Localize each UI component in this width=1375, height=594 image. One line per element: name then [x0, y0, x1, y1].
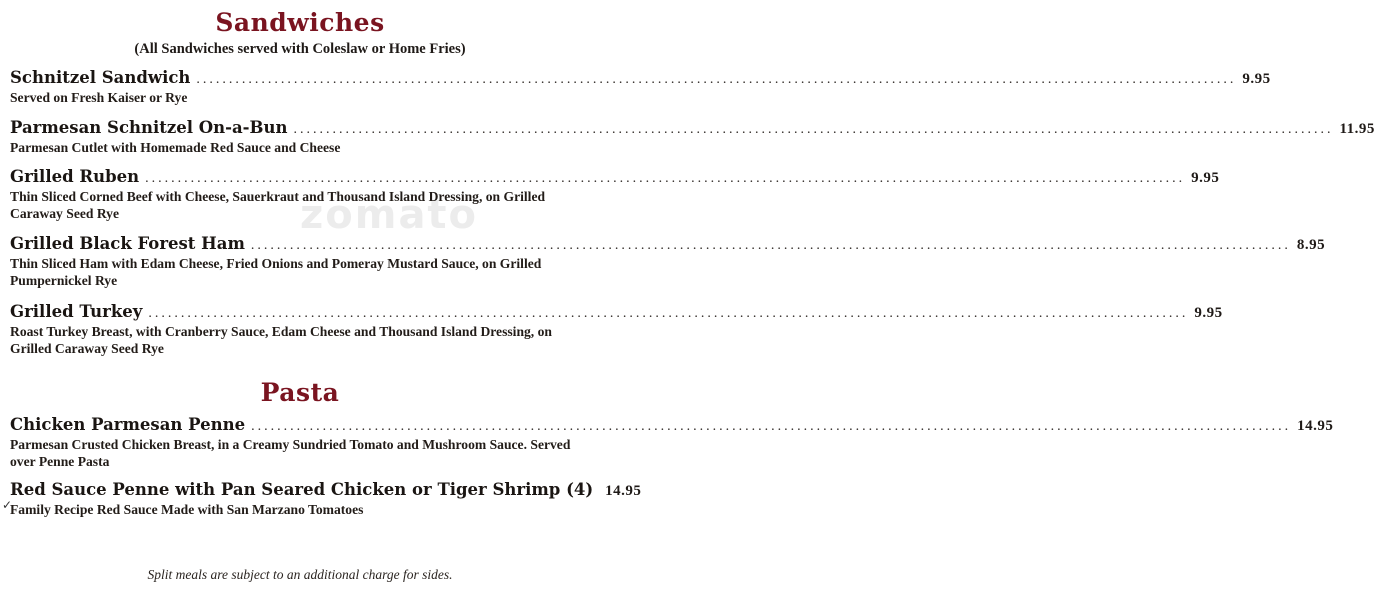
item-price: 14.95	[605, 483, 642, 499]
item-description: Thin Sliced Corned Beef with Cheese, Sauerkraut and Thousand Island Dressing, on Grilled Caraway Seed Rye	[10, 189, 546, 221]
item-name: Parmesan Schnitzel On-a-Bun	[10, 118, 288, 137]
sandwiches-subtitle: (All Sandwiches served with Coleslaw or Home Fries)	[134, 41, 466, 57]
menu-item-grilled-ruben	[10, 167, 1220, 222]
item-description: Roast Turkey Breast, with Cranberry Sauce, Edam Cheese and Thousand Island Dressing, on Grilled Caraway Seed Rye	[10, 324, 552, 356]
item-name: Schnitzel Sandwich	[10, 68, 191, 87]
sandwiches-title: Sandwiches	[215, 8, 385, 37]
menu-item-grilled-turkey	[10, 302, 1223, 357]
menu-item-parmesan-schnitzel	[10, 118, 1375, 156]
watermark-logo: zomato	[300, 192, 479, 238]
pasta-title: Pasta	[260, 378, 340, 407]
item-price: 8.95	[1296, 237, 1326, 253]
menu-item-chicken-parmesan-penne	[10, 415, 1334, 470]
item-description: Parmesan Cutlet with Homemade Red Sauce and Cheese	[10, 140, 341, 155]
item-name: Grilled Ruben	[10, 167, 140, 186]
item-name: Grilled Black Forest Ham	[10, 234, 245, 253]
item-name: Red Sauce Penne with Pan Seared Chicken or Tiger Shrimp (4)	[10, 480, 594, 499]
item-description: Parmesan Crusted Chicken Breast, in a Creamy Sundried Tomato and Mushroom Sauce. Served over Penne Pasta	[10, 437, 571, 469]
item-description: Served on Fresh Kaiser or Rye	[10, 90, 188, 105]
dot-leader	[251, 238, 1291, 254]
footer-note: Split meals are subject to an additional charge for sides.	[147, 567, 453, 582]
item-description: Thin Sliced Ham with Edam Cheese, Fried Onions and Pomeray Mustard Sauce, on Grilled Pumpernickel Rye	[10, 256, 542, 288]
dot-leader	[196, 72, 1236, 88]
dot-leader	[251, 419, 1291, 435]
dot-leader	[145, 171, 1185, 187]
item-price: 9.95	[1242, 71, 1271, 87]
item-price: 9.95	[1191, 170, 1220, 186]
menu-item-black-forest-ham	[10, 234, 1326, 289]
menu-item-schnitzel-sandwich	[10, 68, 1271, 106]
item-name: Grilled Turkey	[10, 302, 143, 321]
item-price: 14.95	[1297, 418, 1334, 434]
dot-leader	[293, 122, 1333, 138]
item-price: 9.95	[1194, 305, 1223, 321]
dot-leader	[148, 306, 1188, 322]
item-name: Chicken Parmesan Penne	[10, 415, 246, 434]
menu-item-red-sauce-penne	[10, 480, 642, 518]
item-price: 11.95	[1339, 121, 1375, 137]
check-mark-icon: ✓	[2, 498, 13, 512]
item-description: Family Recipe Red Sauce Made with San Marzano Tomatoes	[10, 502, 364, 517]
